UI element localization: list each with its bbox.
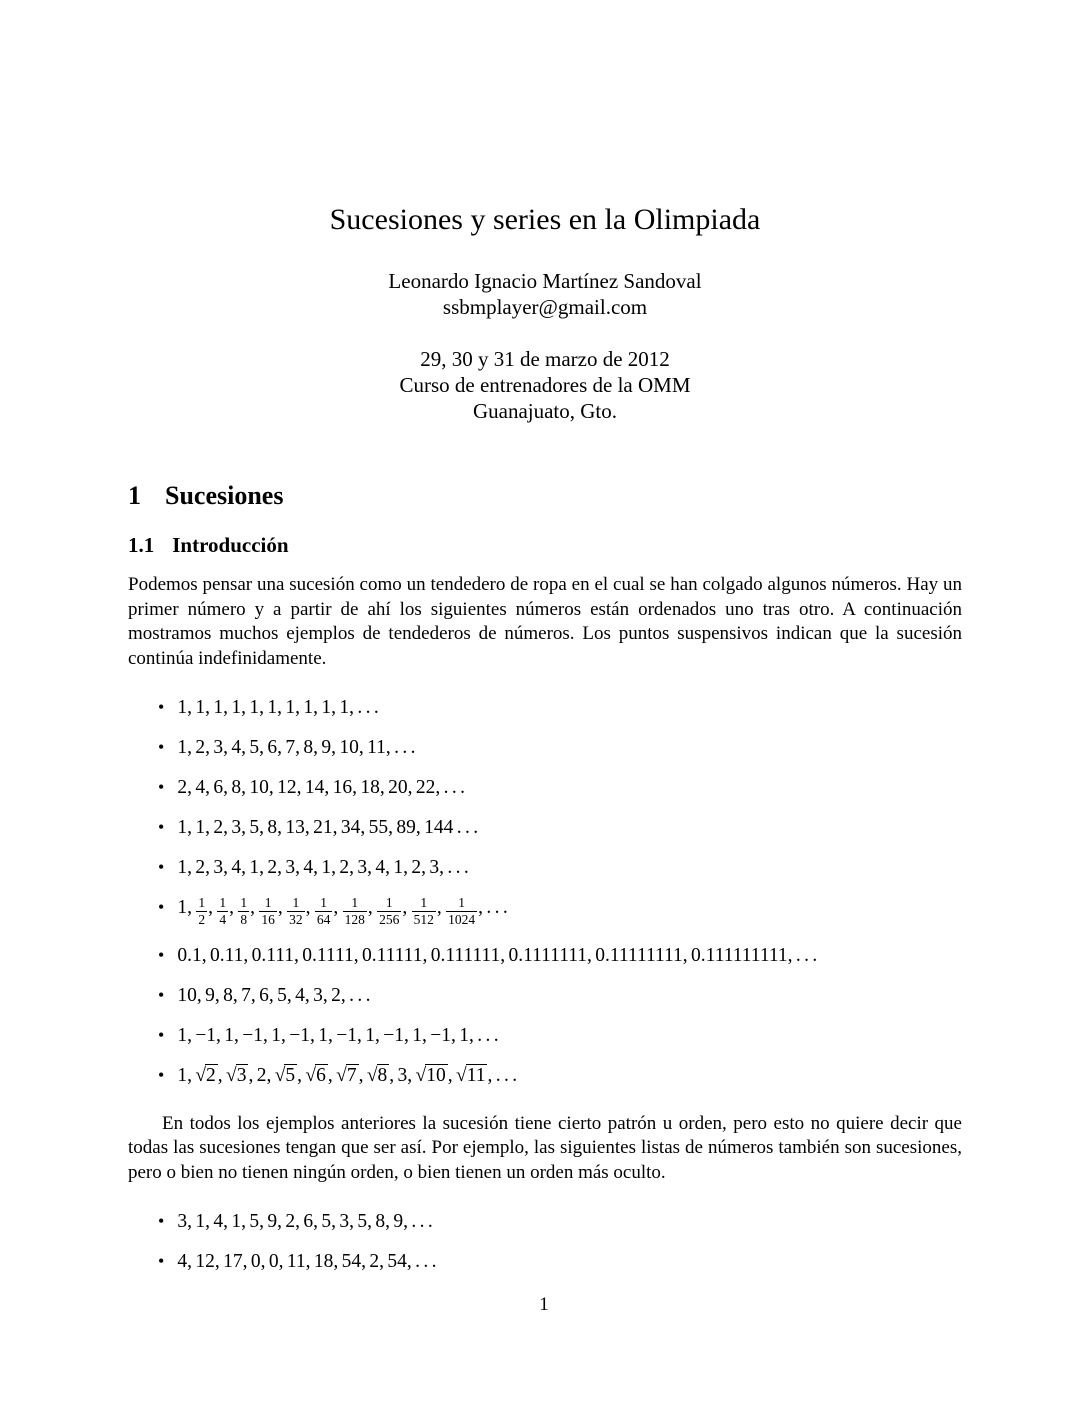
sequence-text: 1, $\frac{1}{2}$ , $\frac{1}{4}$ , $\frac{1}{8}$ , $\frac{1}{16}$ , $\frac{1}{32}$ , $\frac{1}{64}$ , $\frac{1}{128}$ , $\frac{1}{256}$ , $\frac{1}{512}$ , $\frac{1}{1024}$ , . . . [177,895,508,927]
bullet-icon: • [158,857,165,877]
sequence-text: 1, 2, 3, 4, 5, 6, 7, 8, 9, 10, 11, . . . [177,737,416,758]
date-line: 29, 30 y 31 de marzo de 2012 [420,347,670,371]
fraction: $\frac{1}{32}$ [289,895,303,927]
sequence-item [158,1023,962,1048]
sequence-text: 1, 2, 3, 4, 1, 2, 3, 4, 1, 2, 3, 4, 1, 2, 3, . . . [177,857,469,878]
bullet-icon: • [158,1024,165,1045]
bullet-icon: • [158,777,165,797]
sequence-example-list [128,695,962,1088]
section-title: Sucesiones [165,481,284,510]
square-root: √5 [274,1064,296,1086]
sequence-text: 2, 4, 6, 8, 10, 12, 14, 16, 18, 20, 22, . . . [177,777,465,798]
bullet-icon: • [158,1251,165,1272]
square-root: √3 [226,1064,247,1086]
sequence-item [158,1209,962,1234]
fraction: $\frac{1}{16}$ [261,895,275,927]
square-root: √10 [415,1064,446,1086]
bullet-icon: • [158,697,165,717]
bullet-icon: • [158,897,165,918]
sequence-item [158,1249,962,1274]
page-number: 1 [539,1294,549,1315]
fraction: $\frac{1}{512}$ [413,895,434,927]
sequence-item [158,983,962,1008]
author-name: Leonardo Ignacio Martínez Sandoval [388,269,702,293]
sequence-text: 4, 12, 17, 0, 0, 11, 18, 54, 2, 54, . . . [177,1251,437,1273]
sequence-item [158,815,962,840]
date-block [128,346,962,424]
square-root: √2 [195,1064,216,1086]
sequence-text: 1, −1, 1, −1, 1, −1, 1, −1, 1, −1, 1, −1, 1, . . . [177,1024,499,1046]
sequence-text: 10, 9, 8, 7, 6, 5, 4, 3, 2, . . . [177,984,371,1006]
subsection-title: Introducción [172,533,289,557]
course-line: Curso de entrenadores de la OMM [399,373,691,397]
author-block [128,268,962,320]
fraction: $\frac{1}{4}$ [219,895,227,927]
bullet-icon: • [158,944,165,965]
second-paragraph: En todos los ejemplos anteriores la sucesión tiene cierto patrón u orden, pero esto no quiere decir que todas las sucesiones tengan que ser así. Por ejemplo, las siguientes listas de números también son sucesiones, pero o bien no tienen ningún orden, o bien tienen un orden más oculto. [128,1112,962,1183]
document-title: Sucesiones y series en la Olimpiada [329,203,761,236]
subsection-number: 1.1 [128,533,155,557]
fraction: $\frac{1}{2}$ [198,895,206,927]
fraction: $\frac{1}{128}$ [344,895,365,927]
sequence-item [158,895,962,928]
section-heading [128,480,962,512]
subsection-heading [128,532,962,559]
irregular-sequence-list [128,1209,962,1274]
sequence-item [158,855,962,880]
sequence-item [158,1063,962,1088]
fraction: $\frac{1}{8}$ [240,895,248,927]
bullet-icon: • [158,817,165,837]
bullet-icon: • [158,737,165,757]
sequence-text: 3, 1, 4, 1, 5, 9, 2, 6, 5, 3, 5, 8, 9, . . . [177,1211,433,1233]
bullet-icon: • [158,984,165,1005]
square-root: √8 [366,1064,388,1086]
sequence-text: 1, 1, 1, 1, 1, 1, 1, 1, 1, 1, . . . [177,697,379,718]
sequence-text: 0.1, 0.11, 0.111, 0.1111, 0.11111, 0.111111, 0.1111111, 0.11111111, 0.111111111, . . . [177,944,818,966]
fraction: $\frac{1}{256}$ [379,895,400,927]
author-email: ssbmplayer@gmail.com [442,295,648,319]
section-number: 1 [128,481,141,510]
fraction: $\frac{1}{64}$ [316,895,331,927]
bullet-icon: • [158,1211,165,1232]
sequence-item [158,775,962,800]
square-root: √7 [336,1064,357,1086]
sequence-text: 1, 1, 2, 3, 5, 8, 13, 21, 34, 55, 89, 144 . . . [177,817,479,838]
square-root: √11 [455,1064,486,1086]
location-line: Guanajuato, Gto. [472,399,618,423]
sequence-item [158,943,962,968]
bullet-icon: • [158,1064,165,1085]
sequence-item [158,695,962,720]
sequence-item [158,735,962,760]
intro-paragraph: Podemos pensar una sucesión como un tendedero de ropa en el cual se han colgado algunos números. Hay un primer número y a partir de ahí los siguientes números están ordenados uno tras otro. A continuación mostramos muchos ejemplos de tendederos de números. Los puntos suspensivos indican que la sucesión continúa indefinidamente. [128,574,962,669]
fraction: $\frac{1}{1024}$ [448,895,476,927]
square-root: √6 [305,1064,326,1086]
sequence-text: 1, √2 , √3 , 2, √5 , √6 , √7 , √8 , 3, √10 , √11 , . . . [177,1064,518,1086]
